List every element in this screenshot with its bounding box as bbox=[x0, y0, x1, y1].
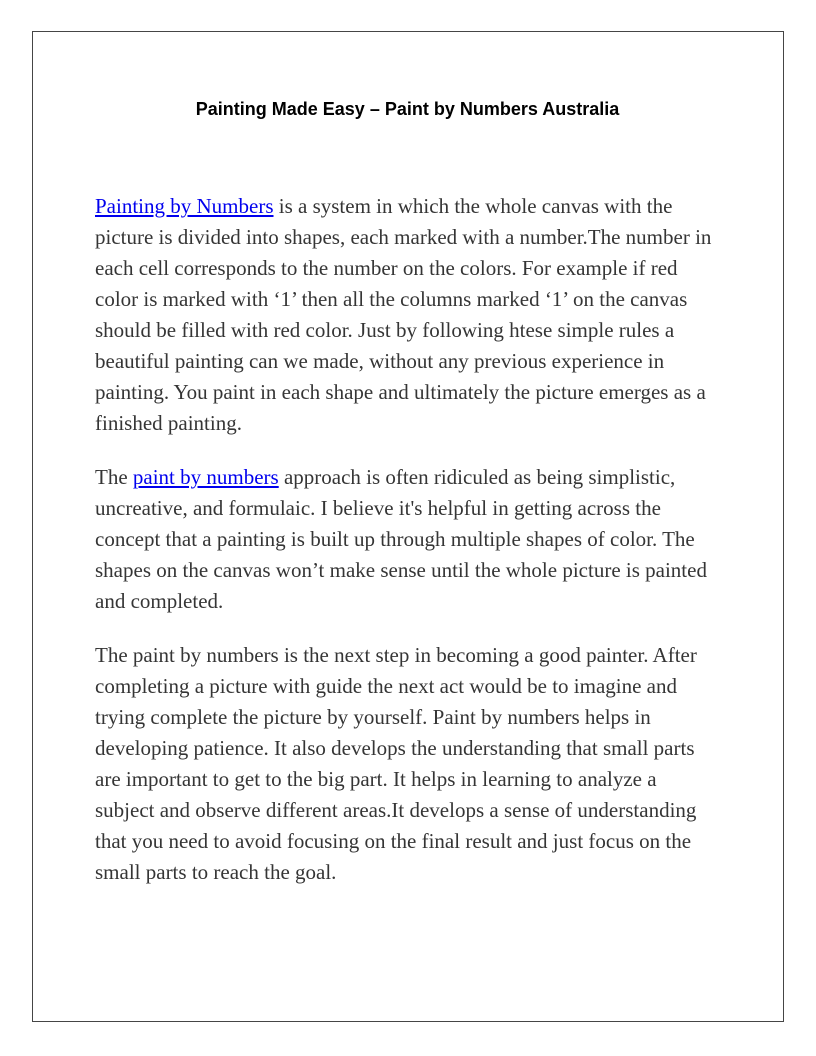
document-content bbox=[95, 97, 720, 888]
document-body bbox=[95, 191, 720, 888]
paint-by-numbers-link[interactable]: paint by numbers bbox=[132, 465, 279, 489]
text-run: The bbox=[95, 465, 133, 489]
text-run: is a system in which the whole canvas with the picture is divided into shapes, each marked with a number.The number in each cell corresponds to the number on the colors. For example if red color is marked with ‘1’ then all the columns marked ‘1’ on the canvas should be filled with red color. Just by following htese simple rules a beautiful painting can we made, without any previous experience in painting. You paint in each shape and ultimately the picture emerges as a finished painting. bbox=[95, 194, 712, 435]
paragraph-3 bbox=[95, 640, 720, 888]
text-run: approach is often ridiculed as being simplistic, uncreative, and formulaic. I believe it's helpful in getting across the concept that a painting is built up through multiple shapes of color. The shapes on the canvas won’t make sense until the whole picture is painted and completed. bbox=[95, 465, 707, 613]
text-run: The paint by numbers is the next step in becoming a good painter. After completing a picture with guide the next act would be to imagine and trying complete the picture by yourself. Paint by numbers helps in developing patience. It also develops the understanding that small parts are important to get to the big part. It helps in learning to analyze a subject and observe different areas.It develops a sense of understanding that you need to avoid focusing on the final result and just focus on the small parts to reach the goal. bbox=[95, 643, 697, 884]
paragraph-2 bbox=[95, 462, 720, 617]
document-title: Painting Made Easy – Paint by Numbers Australia bbox=[195, 99, 620, 119]
painting-by-numbers-link[interactable]: Painting by Numbers bbox=[95, 194, 274, 218]
paragraph-1 bbox=[95, 191, 720, 439]
